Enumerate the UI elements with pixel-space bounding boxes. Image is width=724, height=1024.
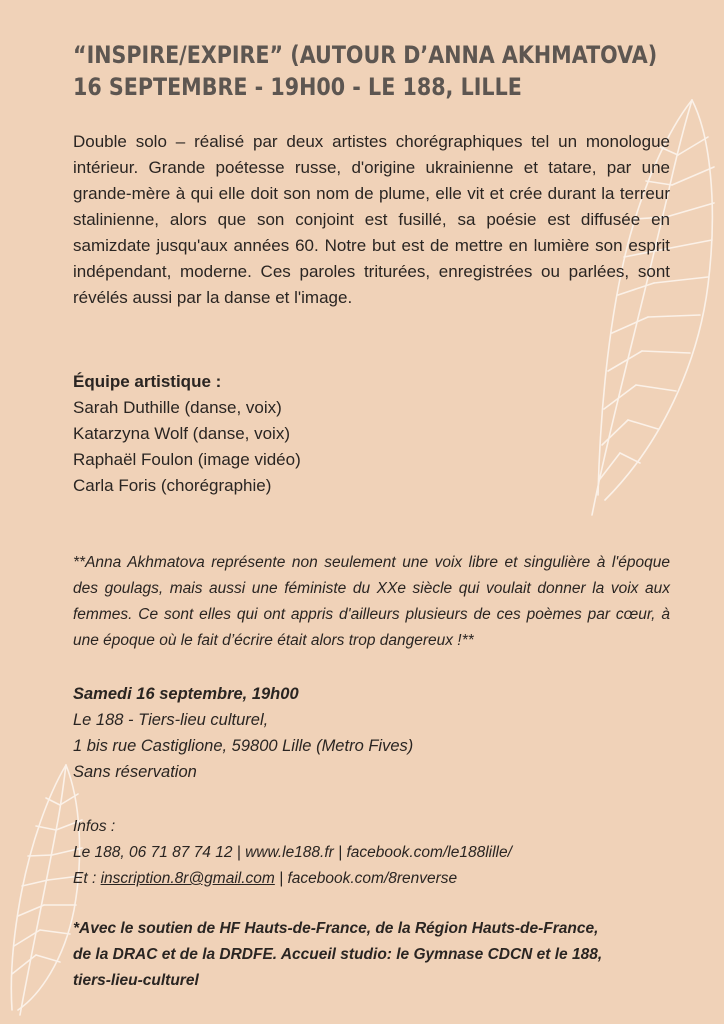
event-details [73, 681, 413, 785]
infos-email-suffix: | facebook.com/8renverse [274, 870, 458, 887]
event-address: 1 bis rue Castiglione, 59800 Lille (Metro Fives) [73, 737, 414, 755]
team-member: Sarah Duthille (danse, voix) [73, 398, 282, 417]
infos-label: Infos : [73, 818, 116, 835]
event-date: Samedi 16 septembre, 19h00 [73, 685, 299, 703]
event-booking: Sans réservation [73, 763, 197, 781]
support-credits [73, 916, 602, 994]
infos-contact-line: Le 188, 06 71 87 74 12 | www.le188.fr | facebook.com/le188lille/ [73, 844, 512, 861]
note-paragraph: **Anna Akhmatova représente non seulement une voix libre et singulière à l'époque des goulags, mais aussi une féministe du XXe siècle qui voulait donner la voix aux femmes. Ce sont elles qui ont appris d'ailleurs plusieurs de ces poèmes par cœur, à une époque où le fait d’écrire était alors trop dangereux !** [73, 554, 670, 649]
team-member: Raphaël Foulon (image vidéo) [73, 450, 301, 469]
support-line-3: tiers-lieu-culturel [73, 972, 199, 989]
title-line-1: “INSPIRE/EXPIRE” (AUTOUR D’ANNA AKHMATOVA) [73, 41, 658, 69]
infos-section [73, 814, 512, 892]
email-link[interactable]: inscription.8r@gmail.com [100, 870, 275, 887]
title-line-2: 16 SEPTEMBRE - 19H00 - LE 188, LILLE [73, 73, 522, 101]
team-label: Équipe artistique : [73, 372, 222, 391]
team-member: Carla Foris (chorégraphie) [73, 476, 272, 495]
team-section [73, 369, 301, 499]
intro-paragraph: Double solo – réalisé par deux artistes chorégraphiques tel un monologue intérieur. Grande poétesse russe, d'origine ukrainienne et tatare, par une grande-mère à qui elle doit son nom de plume, elle vit et crée durant la terreur stalinienne, alors que son conjoint est fusillé, sa poésie est diffusée en samizdate jusqu'aux années 60. Notre but est de mettre en lumière son esprit indépendant, moderne. Ces paroles triturées, enregistrées ou parlées, sont révélés aussi par la danse et l'image. [73, 132, 670, 307]
support-line-1: *Avec le soutien de HF Hauts-de-France, de la Région Hauts-de-France, [73, 920, 599, 937]
support-line-2: de la DRAC et de la DRDFE. Accueil studio: le Gymnase CDCN et le 188, [73, 946, 603, 963]
infos-email-prefix: Et : [73, 870, 101, 887]
infos-email-line [73, 866, 512, 892]
team-member: Katarzyna Wolf (danse, voix) [73, 424, 290, 443]
event-venue: Le 188 - Tiers-lieu culturel, [73, 711, 269, 729]
